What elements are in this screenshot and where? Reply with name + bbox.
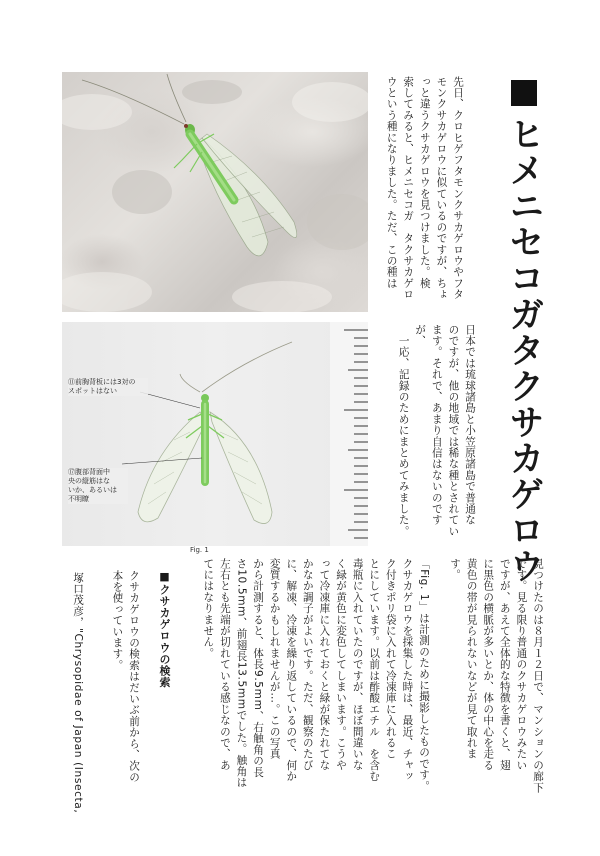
paragraph-intro: 先日、クロヒゲフタモンクサカゲロウやフタ モンクサカゲロウに似ているのですが、ちょ っと違うクサカゲロウを見つけました。検 索してみると、ヒメニセコガ タクサカゲロ ウという種になりました。ただ、この種は — [385, 76, 464, 300]
paragraph-discovery: 見つけたのは８月１２日で、マンションの廊下 です。見る限り普通のクサカゲロウみたい ですが、あえて全体的な特徴を書くと、翅 に黒色の横脈が多いとか、体の中心を走る 黄色の帯が見られないなどが見て取れま す。 — [449, 558, 544, 794]
lacewing-illustration-ruler — [62, 322, 368, 546]
annotation-pronotum: ⑪前胸背板には3対の スポットはない — [68, 378, 148, 396]
annotation-abdomen: ⑰腹部背面中 央の縦筋はな いか、あるいは 不明瞭 — [68, 468, 128, 504]
figure-caption: Fig. 1 — [190, 546, 209, 554]
paragraph-measurement: 「Fig. 1」は計測のために撮影したものです。 クサカゲロウを採集した時は、最近、チャッ ク付きポリ袋に入れて冷凍庫に入れるこ とにしています。以前は酢酸エチル を含む 毒瓶に入れていたのですが、ほぼ間違いな く緑が黄色に変色してしまいます。こうや って冷凍庫に入れておくと緑が保たれてな かなか調子がよいです。ただ、観察のたび に、解凍、冷凍を繰り返しているので、何か 変質するかもしれませんが…。この写真 から計測すると、体長9.5mm、右触角の長 さ10.5mm、前翅長13.5mmでした。触角は 左右とも先端が切れている感じなので、あ てにはなりません。 — [202, 558, 430, 792]
title-text: ヒメニセコガタクサカゲロウ — [504, 116, 544, 584]
lacewing-illustration-wall — [62, 72, 368, 312]
section-heading: ■クサカゲロウの検索 — [158, 570, 171, 688]
paragraph-key-intro: クサカゲロウの検索はだいぶ前から、次の 本を使っています。 — [111, 570, 140, 783]
paragraph-distribution: 日本では琉球諸島と小笠原諸島で普通な のですが、他の地域では稀な種とされてい ます。それで、あまり自信はないのですが、 一応、記録のためにまとめてみました。 — [397, 324, 476, 537]
title-square-mark — [511, 80, 537, 106]
lacewing-photo-ruler — [62, 322, 368, 546]
paragraph-reference: 塚口茂彦，"Chrysopidae of Japan (Insecta, — [72, 572, 84, 814]
lacewing-photo-wall — [62, 72, 368, 312]
article-title — [496, 78, 552, 584]
